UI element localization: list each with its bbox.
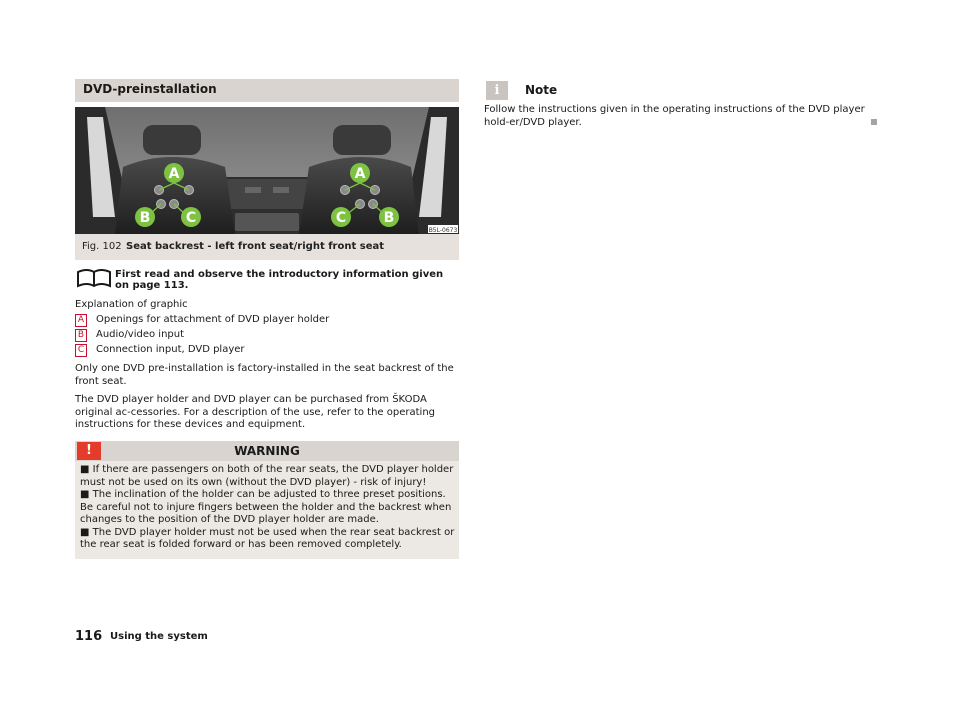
section-end-icon	[871, 119, 877, 125]
figure-number: Fig. 102	[82, 241, 122, 252]
warning-item: ■ The inclination of the holder can be adjusted to three preset positions. Be careful not to injure fingers between the holder and the backrest when changes to the position of the DVD player holder are made.	[80, 489, 452, 525]
info-icon: i	[486, 81, 508, 100]
warning-item: ■ If there are passengers on both of the rear seats, the DVD player holder must not be used on its own (without the DVD player) - risk of injury!	[80, 464, 454, 488]
section-header	[75, 79, 459, 102]
read-first-text: First read and observe the introductory information given on page 113.	[115, 269, 444, 291]
warning-item: ■ The DVD player holder must not be used when the rear seat backrest or the rear seat is folded forward or has been removed completely.	[80, 526, 455, 550]
legend-label: Audio/video input	[96, 329, 185, 340]
figure-image	[75, 107, 459, 234]
note-text: Follow the instructions given in the operating instructions of the DVD player hold-er/DVD player.	[484, 104, 865, 128]
warning-title: WARNING	[234, 444, 300, 458]
warning-box	[75, 441, 459, 559]
legend-label: Connection input, DVD player	[96, 344, 245, 355]
paragraph: The DVD player holder and DVD player can be purchased from ŠKODA original ac-cessories. For a description of the use, refer to the operating instructions for these devices and equipment.	[75, 394, 435, 430]
paragraph: Only one DVD pre-installation is factory-installed in the seat backrest of the front seat.	[75, 363, 454, 387]
car-interior-illustration	[75, 107, 459, 234]
marker-b-left: B	[139, 210, 151, 226]
marker-b-right: B	[383, 210, 395, 226]
read-first-notice	[75, 266, 459, 291]
legend-key: B	[75, 329, 87, 342]
figure-caption	[75, 234, 459, 260]
marker-c-left: C	[185, 210, 197, 226]
legend-key: A	[75, 314, 87, 327]
warning-body	[80, 464, 458, 552]
page-number: 116	[75, 629, 103, 644]
figure-caption-text: Seat backrest - left front seat/right front seat	[126, 241, 385, 252]
image-code: B5L-0673	[428, 227, 458, 234]
marker-a-right: A	[354, 166, 366, 182]
section-title: DVD-preinstallation	[83, 82, 217, 96]
marker-a-left: A	[168, 166, 180, 182]
explanation-title: Explanation of graphic	[75, 299, 188, 310]
note-title: Note	[525, 83, 558, 97]
open-book-icon	[75, 266, 113, 288]
footer-label: Using the system	[110, 631, 208, 642]
note-header	[484, 79, 868, 101]
exclamation-icon: !	[77, 442, 101, 460]
legend-key: C	[75, 344, 87, 357]
marker-c-right: C	[335, 210, 347, 226]
warning-header	[75, 441, 459, 461]
legend-label: Openings for attachment of DVD player holder	[96, 314, 330, 325]
